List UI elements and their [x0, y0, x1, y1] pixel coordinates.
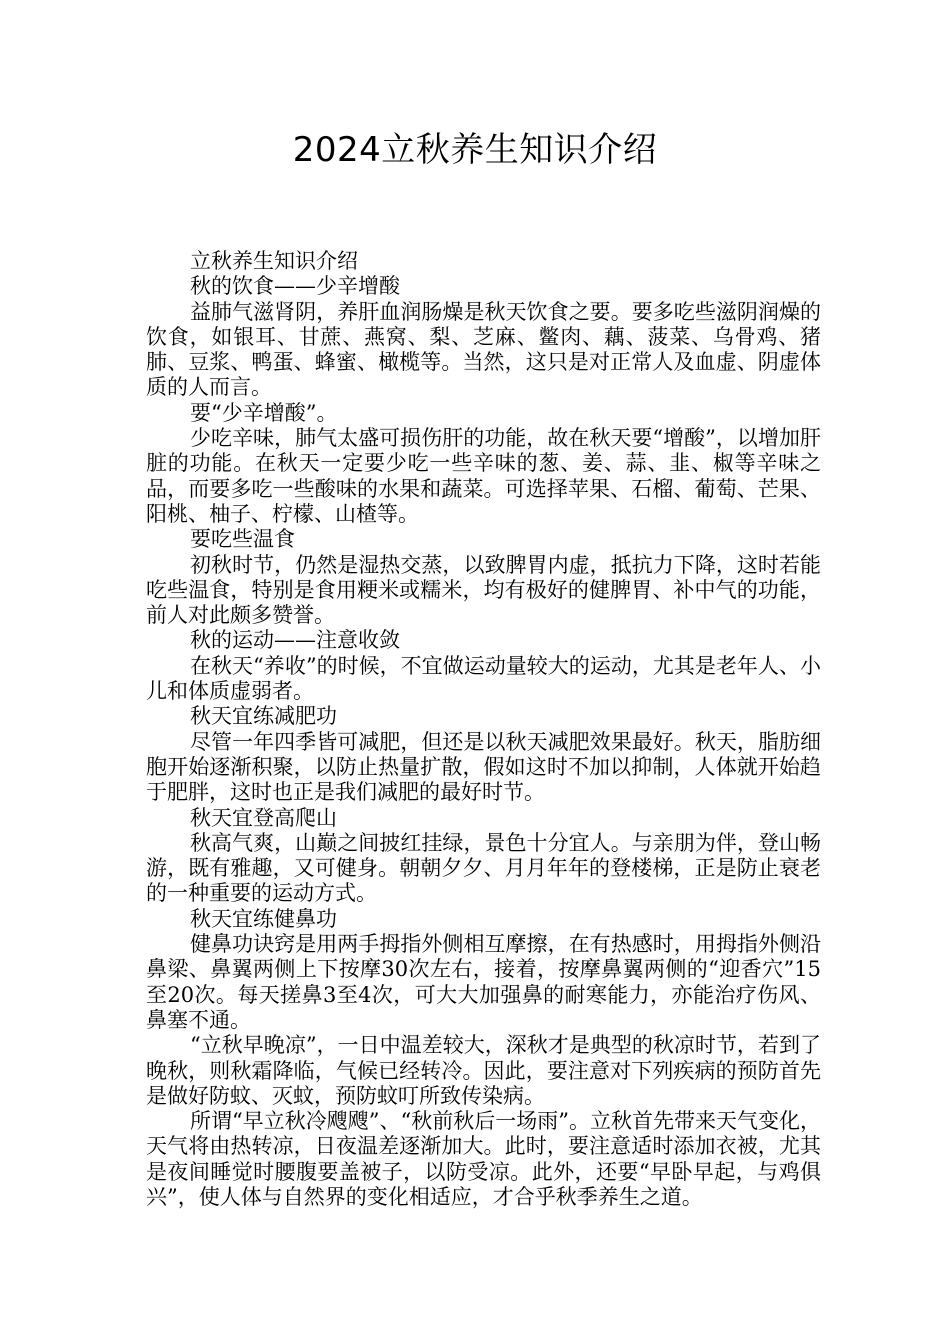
paragraph-temperature: “立秋早晚凉”，一日中温差较大，深秋才是典型的秋凉时节，若到了晚秋，则秋霜降临，气候已经转冷。因此，要注意对下列疾病的预防首先是做好防蚊、灭蚊，预防蚊叮所致传染病。 — [146, 1033, 821, 1108]
heading-nose-exercise: 秋天宜练健鼻功 — [190, 906, 337, 931]
paragraph-weight-loss: 尽管一年四季皆可减肥，但还是以秋天减肥效果最好。秋天，脂肪细胞开始逐渐积聚，以防止热量扩散，假如这时不加以抑制，人体就开始趋于肥胖，这时也正是我们减肥的最好时节。 — [146, 729, 821, 805]
paragraph-hiking: 秋高气爽，山巅之间披红挂绿，景色十分宜人。与亲朋为伴，登山畅游，既有雅趣，又可健身。朝朝夕夕、月月年年的登楼梯，正是防止衰老的一种重要的运动方式。 — [146, 830, 821, 906]
paragraph-nose-exercise: 健鼻功诀窍是用两手拇指外侧相互摩擦，在有热感时，用拇指外侧沿鼻梁、鼻翼两侧上下按摩30次左右，接着，按摩鼻翼两侧的“迎香穴”15至20次。每天搓鼻3至4次，可大大加强鼻的耐寒能力，亦能治疗伤风、鼻塞不通。 — [146, 932, 821, 1032]
paragraph-less-spicy: 少吃辛味，肺气太盛可损伤肝的功能，故在秋天要“增酸”，以增加肝脏的功能。在秋天一定要少吃一些辛味的葱、姜、蒜、韭、椒等辛味之品，而要多吃一些酸味的水果和蔬菜。可选择苹果、石榴、葡萄、芒果、阳桃、柚子、柠檬、山楂等。 — [146, 426, 821, 526]
heading-autumn-diet: 秋的饮食——少辛增酸 — [190, 274, 400, 299]
heading-warm-food: 要吃些温食 — [190, 527, 295, 552]
paragraph-weather-change: 所谓“早立秋冷飕飕”、“秋前秋后一场雨”。立秋首先带来天气变化，天气将由热转凉，日夜温差逐渐加大。此时，要注意适时添加衣被，尤其是夜间睡觉时腰腹要盖被子，以防受凉。此外，还要“早卧早起，与鸡俱兴”，使人体与自然界的变化相适应，才合乎秋季养生之道。 — [146, 1109, 821, 1209]
paragraph-diet-essentials: 益肺气滋肾阴，养肝血润肠燥是秋天饮食之要。要多吃些滋阴润燥的饮食，如银耳、甘蔗、燕窝、梨、芝麻、鳖肉、藕、菠菜、乌骨鸡、猪肺、豆浆、鸭蛋、蜂蜜、橄榄等。当然，这只是对正常人及血虚、阴虚体质的人而言。 — [146, 299, 821, 400]
heading-autumn-exercise: 秋的运动——注意收敛 — [190, 628, 400, 653]
document-body — [146, 249, 821, 1210]
heading-intro: 立秋养生知识介绍 — [190, 249, 358, 273]
heading-hiking: 秋天宜登高爬山 — [190, 805, 337, 830]
document-title: 2024立秋养生知识介绍 — [292, 130, 658, 170]
heading-weight-loss: 秋天宜练减肥功 — [190, 704, 337, 729]
paragraph-exercise-caution: 在秋天“养收”的时候，不宜做运动量较大的运动，尤其是老年人、小儿和体质虚弱者。 — [146, 653, 821, 704]
paragraph-warm-food: 初秋时节，仍然是湿热交蒸，以致脾胃内虚，抵抗力下降，这时若能吃些温食，特别是食用粳米或糯米，均有极好的健脾胃、补中气的功能，前人对此颇多赞誉。 — [146, 552, 821, 628]
heading-less-spicy-more-sour: 要“少辛增酸”。 — [190, 400, 338, 425]
